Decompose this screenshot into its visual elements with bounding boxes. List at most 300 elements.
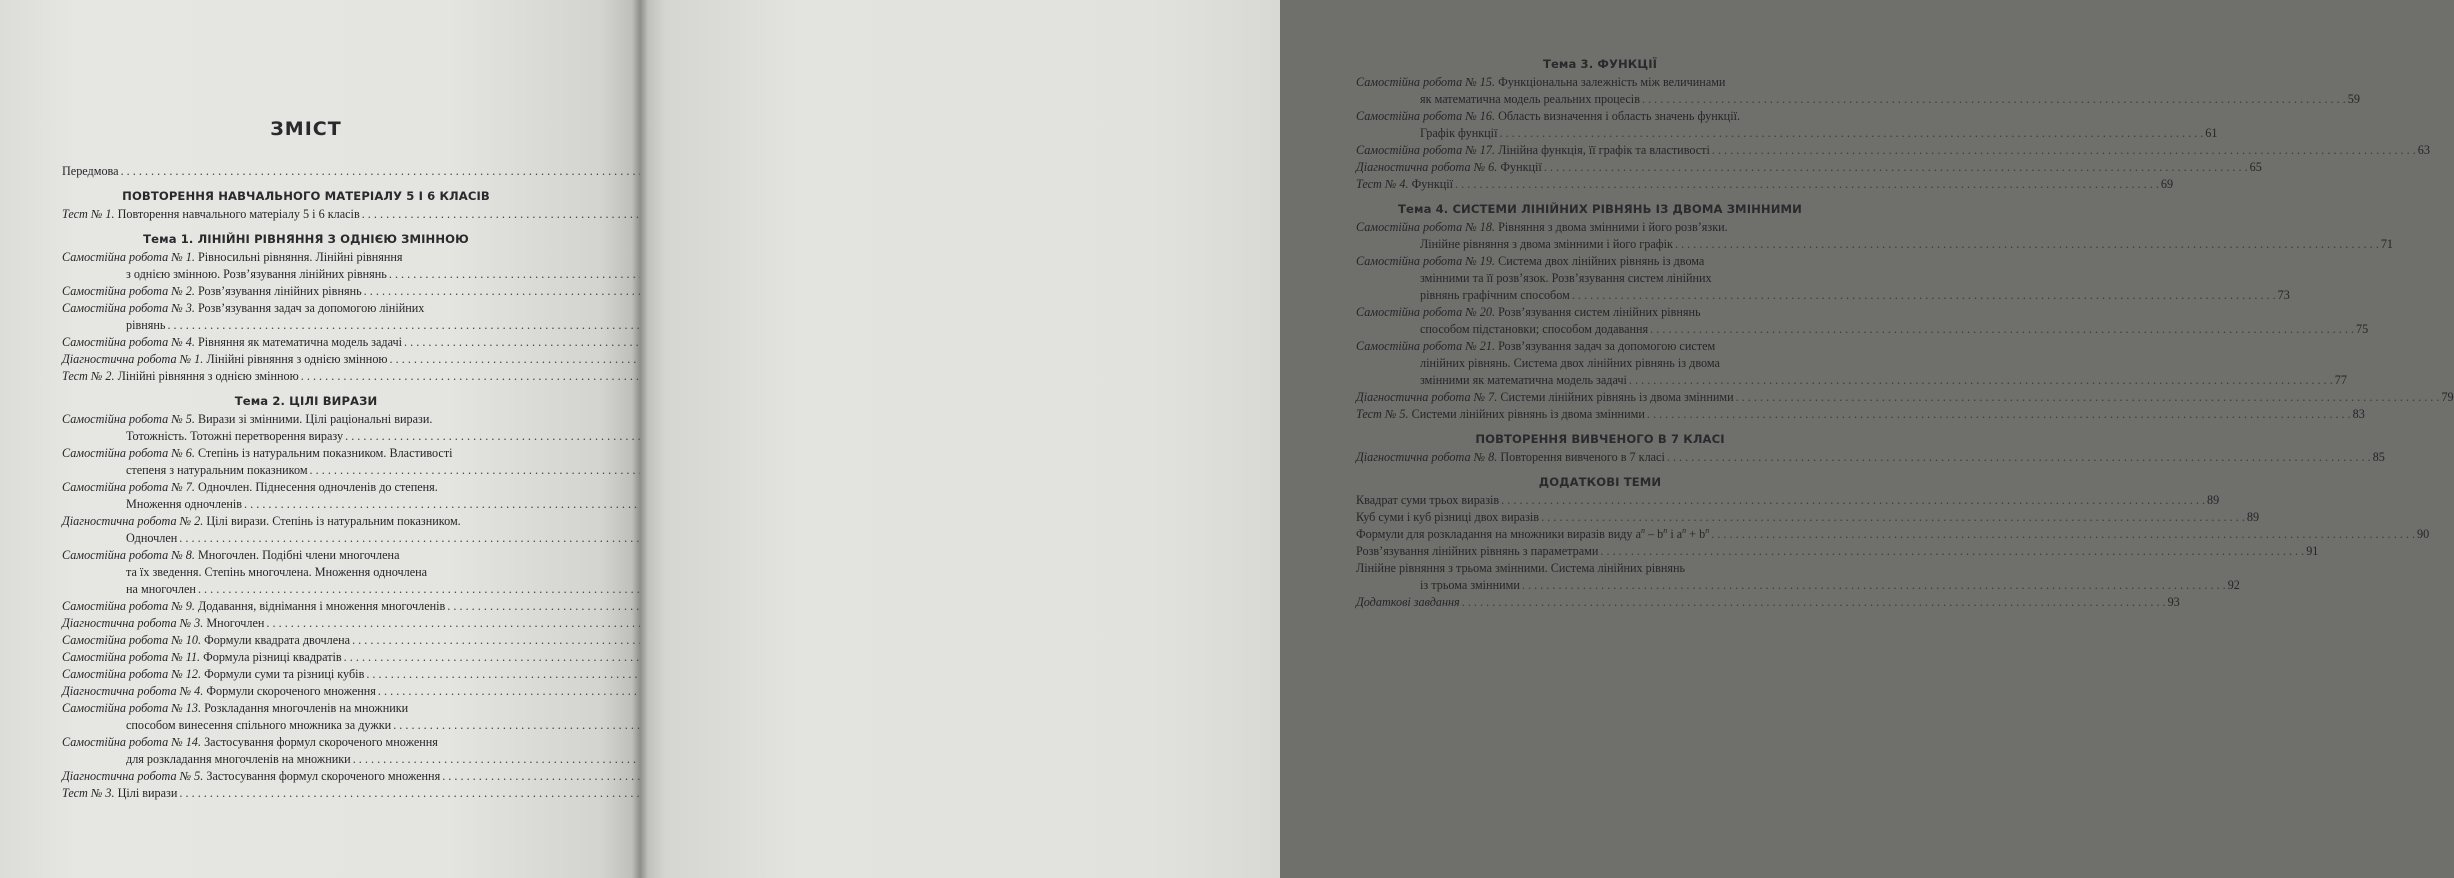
entry-label: Діагностична робота № 6. [1356, 160, 1498, 174]
entry-text [126, 565, 427, 579]
entry-title: Лінійні рівняння з однією змінною [203, 352, 388, 366]
toc-entry-line [1356, 449, 2385, 466]
toc-entry-line [1356, 389, 2454, 406]
toc-entry-line [62, 649, 550, 666]
dot-leader [1572, 288, 2276, 302]
entry-text [62, 667, 364, 681]
toc-entry[interactable] [1356, 389, 2454, 406]
entry-text [62, 412, 432, 426]
entry-label: Самостійна робота № 8. [62, 548, 195, 562]
entry-text [126, 718, 391, 732]
entry-title: Цілі вирази [114, 786, 178, 800]
toc-entry-line [62, 445, 550, 462]
page-number: 89 [2246, 510, 2260, 524]
toc-entry-line [1356, 560, 1844, 577]
toc-entry[interactable] [1356, 594, 2180, 611]
entry-text [62, 616, 264, 630]
dot-leader [1522, 578, 2226, 592]
toc-entry-line [62, 700, 550, 717]
toc-entry[interactable] [62, 283, 550, 300]
toc-entry-line [1356, 74, 1844, 91]
toc-entry[interactable] [62, 300, 550, 334]
toc-entry-line [62, 615, 550, 632]
entry-text [62, 514, 461, 528]
toc-entry[interactable] [62, 632, 550, 649]
entry-text [1420, 126, 1497, 140]
entry-title: на многочлен [126, 582, 196, 596]
toc-entry-line [1356, 304, 1844, 321]
toc-entry-line [1356, 236, 2393, 253]
dot-leader [1667, 450, 2371, 464]
entry-label: Самостійна робота № 4. [62, 335, 195, 349]
entry-label: Тест № 3. [62, 786, 115, 800]
entry-label: Діагностична робота № 3. [62, 616, 204, 630]
left-page [0, 0, 640, 878]
toc-entry-line [62, 368, 550, 385]
dot-leader [1501, 493, 2205, 507]
entry-title: степеня з натуральним показником [126, 463, 308, 477]
entry-title: способом винесення спільного множника за дужки [126, 718, 392, 732]
formula-part: – b [1644, 527, 1664, 541]
exponent: n [1705, 525, 1710, 535]
dot-leader [1544, 160, 2248, 174]
toc-entry[interactable] [1356, 543, 2319, 560]
formula-part: і a [1667, 527, 1683, 541]
entry-title: Область визначення і область значень функції. [1495, 109, 1741, 123]
toc-entry-line [62, 683, 550, 700]
entry-text [1420, 271, 1712, 285]
toc-entry[interactable] [1356, 74, 2360, 108]
entry-label: Самостійна робота № 18. [1356, 220, 1496, 234]
entry-label: Самостійна робота № 2. [62, 284, 195, 298]
entry-title: Многочлен [203, 616, 265, 630]
entry-title: Функції [1408, 177, 1454, 191]
page-number: 79 [2441, 390, 2454, 404]
entry-title: Розв’язування задач за допомогою лінійних [194, 301, 425, 315]
entry-title: Система двох лінійних рівнянь із двома [1495, 254, 1705, 268]
section-heading: ПОВТОРЕННЯ НАВЧАЛЬНОГО МАТЕРІАЛУ 5 І 6 КЛАСІВ [122, 189, 490, 203]
entry-title: Застосування формул скороченого множення [203, 769, 441, 783]
entry-text [62, 599, 445, 613]
toc-right-column [1356, 48, 2454, 611]
toc-entry[interactable] [62, 513, 550, 547]
toc-entry-line [62, 351, 550, 368]
toc-entry-line [62, 717, 550, 734]
toc-entry[interactable] [62, 334, 550, 351]
entry-title: змінними та її розв’язок. Розв’язування систем лінійних [1420, 271, 1712, 285]
toc-entry[interactable] [62, 598, 550, 615]
entry-text [126, 582, 196, 596]
entry-label: Діагностична робота № 2. [62, 514, 204, 528]
toc-entry-line [1356, 142, 2430, 159]
entry-title: Формули скороченого множення [203, 684, 376, 698]
page-number: 73 [2277, 288, 2290, 302]
entry-title: Куб суми і куб різниці двох виразів [1356, 510, 1540, 524]
entry-title: Розв’язування задач за допомогою систем [1495, 339, 1716, 353]
page-number: 92 [2227, 578, 2240, 592]
entry-title: Лінійні рівняння з однією змінною [114, 369, 299, 383]
entry-title: Лінійне рівняння з двома змінними і його графік [1420, 237, 1673, 251]
dot-leader [1600, 544, 2304, 558]
toc-entry-line [1356, 525, 2430, 543]
dot-leader [1541, 510, 2245, 524]
entry-text [62, 701, 408, 715]
toc-entry[interactable] [1356, 560, 2240, 594]
entry-text [1420, 356, 1720, 370]
toc-entry-line [62, 581, 550, 598]
entry-text [1356, 493, 1499, 507]
entry-text [62, 769, 440, 783]
toc-entry-line [1356, 176, 2174, 193]
entry-text [1356, 510, 1539, 524]
entry-text [62, 369, 299, 383]
contents-title: ЗМІСТ [270, 118, 342, 140]
formula-part: + b [1686, 527, 1706, 541]
toc-entry-line [62, 479, 550, 496]
section-heading: Тема 3. ФУНКЦІЇ [1542, 57, 1658, 71]
page-number: 63 [2417, 143, 2430, 157]
page-number: 93 [2167, 595, 2180, 609]
entry-title: Одночлен. Піднесення одночленів до степеня. [194, 480, 438, 494]
entry-text [62, 633, 350, 647]
entry-text [1356, 527, 1709, 541]
entry-title: Одночлен [126, 531, 178, 545]
entry-title: Степінь із натуральним показником. Властивості [194, 446, 453, 460]
toc-left-column [62, 118, 550, 802]
toc-entry-line [62, 785, 550, 802]
entry-text [62, 480, 438, 494]
entry-title: із трьома змінними [1420, 578, 1520, 592]
entry-title: Цілі вирази. Степінь із натуральним показником. [203, 514, 461, 528]
toc-entry[interactable] [62, 206, 550, 223]
toc-entry-line [1356, 253, 1844, 270]
entry-text [1356, 450, 1665, 464]
toc-entry[interactable] [1356, 525, 2430, 543]
toc-entry-line [62, 411, 550, 428]
toc-entry[interactable] [1356, 304, 2369, 338]
dot-leader [1462, 595, 2166, 609]
entry-title: Функції [1497, 160, 1542, 174]
entry-title: Передмова [62, 164, 119, 178]
entry-text [1356, 109, 1740, 123]
entry-label: Тест № 1. [62, 207, 115, 221]
page-number: 59 [2347, 92, 2360, 106]
entry-title: Рівняння з двома змінними і його розв’язки. [1495, 220, 1728, 234]
toc-entry-line [1356, 509, 2260, 526]
entry-text [62, 284, 362, 298]
entry-label: Самостійна робота № 15. [1356, 75, 1496, 89]
entry-label: Самостійна робота № 11. [62, 650, 201, 664]
entry-title: Лінійна функція, її графік та властивості [1495, 143, 1710, 157]
toc-entry-line [1356, 543, 2319, 560]
entry-text [1420, 237, 1673, 251]
section-heading: Тема 2. ЦІЛІ ВИРАЗИ [234, 394, 378, 408]
entry-title: змінними як математична модель задачі [1420, 373, 1627, 387]
entry-label: Самостійна робота № 12. [62, 667, 202, 681]
entry-title: Формули суми та різниці кубів [201, 667, 365, 681]
entry-text [62, 650, 342, 664]
section-heading: Тема 1. ЛІНІЙНІ РІВНЯННЯ З ОДНІЄЮ ЗМІННОЮ [143, 232, 469, 246]
entry-text [1356, 220, 1728, 234]
entry-title: Функціональна залежність між величинами [1495, 75, 1726, 89]
page-number: 65 [2249, 160, 2262, 174]
toc-entry-line [62, 496, 550, 513]
entry-text [1420, 92, 1640, 106]
toc-entry-line [62, 206, 550, 223]
toc-entry[interactable] [62, 249, 550, 283]
dot-leader [1650, 322, 2354, 336]
toc-entry-line [1356, 91, 2360, 108]
entry-label: Самостійна робота № 6. [62, 446, 195, 460]
toc-entry[interactable] [62, 163, 550, 180]
toc-entry-line [62, 598, 550, 615]
entry-label: Самостійна робота № 9. [62, 599, 195, 613]
toc-entry-line [62, 283, 550, 300]
toc-entry-line [62, 163, 550, 180]
entry-label: Самостійна робота № 3. [62, 301, 195, 315]
book-spine-shadow [632, 0, 648, 878]
entry-label: Самостійна робота № 14. [62, 735, 202, 749]
entry-title: Формули для розкладання на множники виразів виду a [1356, 527, 1641, 541]
toc-entry-line [62, 266, 550, 283]
toc-list-right [1356, 57, 2454, 611]
entry-text [1356, 390, 1734, 404]
entry-text [1356, 561, 1685, 575]
entry-text [62, 250, 403, 264]
entry-label: Самостійна робота № 5. [62, 412, 195, 426]
entry-label: Додаткові завдання [1356, 595, 1460, 609]
entry-text [62, 684, 376, 698]
entry-title: Розв’язування лінійних рівнянь з параметрами [1356, 544, 1599, 558]
page-number: 75 [2356, 322, 2369, 336]
toc-entry-line [1356, 125, 2218, 142]
entry-title: Формула різниці квадратів [200, 650, 342, 664]
toc-entry[interactable] [1356, 159, 2262, 176]
toc-entry[interactable] [62, 768, 550, 785]
entry-text [126, 429, 343, 443]
entry-label: Самостійна робота № 17. [1356, 143, 1496, 157]
page-number: 77 [2334, 373, 2347, 387]
entry-title: Многочлен. Подібні члени многочлена [194, 548, 400, 562]
entry-title: Розкладання многочленів на множники [201, 701, 409, 715]
page-number: 90 [2417, 527, 2430, 541]
entry-text [126, 318, 165, 332]
toc-entry-line [1356, 321, 2369, 338]
toc-entry[interactable] [1356, 338, 2347, 389]
entry-label: Діагностична робота № 7. [1356, 390, 1498, 404]
toc-entry-line [1356, 108, 1844, 125]
entry-label: Діагностична робота № 5. [62, 769, 204, 783]
toc-list-left [62, 163, 550, 802]
exponent: n [1663, 525, 1668, 535]
toc-entry[interactable] [62, 785, 550, 802]
entry-title: рівнянь графічним способом [1420, 288, 1570, 302]
dot-leader [1712, 143, 2416, 157]
exponent: n [1640, 525, 1645, 535]
entry-text [62, 301, 424, 315]
entry-label: Тест № 2. [62, 369, 115, 383]
entry-text [1356, 595, 1460, 609]
entry-label: Діагностична робота № 8. [1356, 450, 1498, 464]
section-heading: Тема 4. СИСТЕМИ ЛІНІЙНИХ РІВНЯНЬ ІЗ ДВОМА ЗМІННИМИ [1398, 202, 1802, 216]
entry-text [1420, 578, 1520, 592]
entry-text [126, 463, 308, 477]
entry-text [1356, 544, 1598, 558]
toc-entry-line [62, 513, 550, 530]
right-page [640, 0, 2454, 878]
entry-text [126, 752, 351, 766]
toc-entry[interactable] [62, 411, 550, 445]
toc-entry-line [1356, 492, 2220, 509]
toc-entry[interactable] [1356, 142, 2430, 159]
page-number: 91 [2306, 544, 2319, 558]
toc-entry-line [62, 300, 550, 317]
toc-entry-line [1356, 355, 1844, 372]
entry-text [62, 548, 399, 562]
dot-leader [1642, 92, 2346, 106]
toc-entry-line [1356, 338, 1844, 355]
entry-title: Квадрат суми трьох виразів [1356, 493, 1500, 507]
toc-entry-line [62, 751, 550, 768]
dot-leader [1629, 373, 2333, 387]
entry-title: Додавання, віднімання і множення многочленів [194, 599, 446, 613]
dot-leader [1675, 237, 2379, 251]
entry-title: Вирази зі змінними. Цілі раціональні вирази. [194, 412, 433, 426]
toc-entry[interactable] [62, 666, 550, 683]
toc-entry-line [62, 428, 550, 445]
toc-entry[interactable] [62, 479, 550, 513]
entry-label: Тест № 5. [1356, 407, 1409, 421]
toc-entry[interactable] [1356, 492, 2220, 509]
dot-leader [1455, 177, 2159, 191]
toc-entry-line [1356, 159, 2262, 176]
toc-entry[interactable] [1356, 176, 2174, 193]
entry-title: Системи лінійних рівнянь із двома змінними [1408, 407, 1645, 421]
toc-entry[interactable] [1356, 253, 2290, 304]
toc-entry[interactable] [1356, 108, 2218, 142]
toc-entry-line [1356, 270, 1844, 287]
entry-text [62, 786, 177, 800]
entry-text [1356, 177, 1453, 191]
entry-title: з однією змінною. Розв’язування лінійних рівнянь [126, 267, 387, 281]
toc-entry[interactable] [62, 700, 550, 734]
entry-title: Рівняння як математична модель задачі [194, 335, 403, 349]
toc-entry-line [62, 462, 550, 479]
entry-text [62, 735, 438, 749]
entry-title: Розв’язування лінійних рівнянь [194, 284, 362, 298]
toc-entry[interactable] [1356, 509, 2260, 526]
toc-entry[interactable] [62, 368, 550, 385]
entry-text [62, 352, 388, 366]
toc-entry-line [1356, 594, 2180, 611]
entry-text [62, 446, 453, 460]
dot-leader [1647, 407, 2351, 421]
entry-title: Повторення вивченого в 7 класі [1497, 450, 1665, 464]
page-number: 69 [2160, 177, 2174, 191]
entry-title: Графік функції [1420, 126, 1498, 140]
toc-entry[interactable] [62, 351, 550, 368]
toc-entry[interactable] [62, 547, 550, 598]
toc-entry[interactable] [1356, 406, 2365, 423]
entry-label: Діагностична робота № 1. [62, 352, 204, 366]
toc-entry-line [1356, 406, 2365, 423]
page-number: 89 [2206, 493, 2220, 507]
entry-text [1420, 373, 1627, 387]
entry-text [1356, 254, 1704, 268]
entry-label: Самостійна робота № 20. [1356, 305, 1496, 319]
entry-text [62, 164, 119, 178]
section-heading: ПОВТОРЕННЯ ВИВЧЕНОГО В 7 КЛАСІ [1475, 432, 1725, 446]
toc-entry-line [62, 734, 550, 751]
toc-entry[interactable] [62, 734, 550, 768]
entry-label: Самостійна робота № 7. [62, 480, 195, 494]
toc-entry-line [62, 768, 550, 785]
entry-text [1356, 143, 1710, 157]
entry-title: рівнянь [126, 318, 166, 332]
entry-text [126, 267, 387, 281]
toc-entry[interactable] [62, 683, 550, 700]
entry-text [1356, 339, 1715, 353]
entry-text [62, 335, 402, 349]
dot-leader [1736, 390, 2440, 404]
toc-entry[interactable] [1356, 449, 2385, 466]
page-number: 71 [2380, 237, 2393, 251]
entry-text [1356, 305, 1701, 319]
entry-label: Самостійна робота № 19. [1356, 254, 1496, 268]
entry-title: Розв’язування систем лінійних рівнянь [1495, 305, 1701, 319]
dot-leader [1711, 527, 2415, 541]
entry-text [62, 207, 360, 221]
entry-label: Самостійна робота № 21. [1356, 339, 1496, 353]
dot-leader [1499, 126, 2203, 140]
page-number: 85 [2372, 450, 2385, 464]
entry-text [126, 497, 242, 511]
entry-title: Формули квадрата двочлена [201, 633, 351, 647]
toc-entry-line [62, 666, 550, 683]
toc-entry-line [62, 249, 550, 266]
entry-title: Рівносильні рівняння. Лінійні рівняння [194, 250, 403, 264]
entry-text [1356, 75, 1725, 89]
entry-label: Тест № 4. [1356, 177, 1409, 191]
entry-title: для розкладання многочленів на множники [126, 752, 351, 766]
entry-text [1420, 322, 1648, 336]
section-heading: ДОДАТКОВІ ТЕМИ [1538, 475, 1662, 489]
toc-entry[interactable] [62, 445, 550, 479]
toc-entry-line [1356, 577, 2240, 594]
entry-label: Самостійна робота № 10. [62, 633, 202, 647]
entry-label: Самостійна робота № 13. [62, 701, 202, 715]
entry-title: Повторення навчального матеріалу 5 і 6 класів [114, 207, 360, 221]
toc-entry[interactable] [1356, 219, 2393, 253]
page-number: 61 [2205, 126, 2218, 140]
entry-label: Самостійна робота № 16. [1356, 109, 1496, 123]
toc-entry-line [62, 317, 550, 334]
entry-label: Самостійна робота № 1. [62, 250, 195, 264]
entry-title: лінійних рівнянь. Система двох лінійних рівнянь із двома [1420, 356, 1720, 370]
exponent: n [1682, 525, 1687, 535]
toc-entry[interactable] [62, 615, 550, 632]
page-number: 83 [2352, 407, 2365, 421]
toc-entry[interactable] [62, 649, 550, 666]
entry-text [1356, 407, 1645, 421]
entry-text [1356, 160, 1542, 174]
toc-entry-line [1356, 219, 1844, 236]
toc-entry-line [62, 547, 550, 564]
toc-entry-line [62, 632, 550, 649]
toc-entry-line [62, 564, 550, 581]
toc-entry-line [62, 334, 550, 351]
entry-title: Лінійне рівняння з трьома змінними. Система лінійних рівнянь [1356, 561, 1686, 575]
